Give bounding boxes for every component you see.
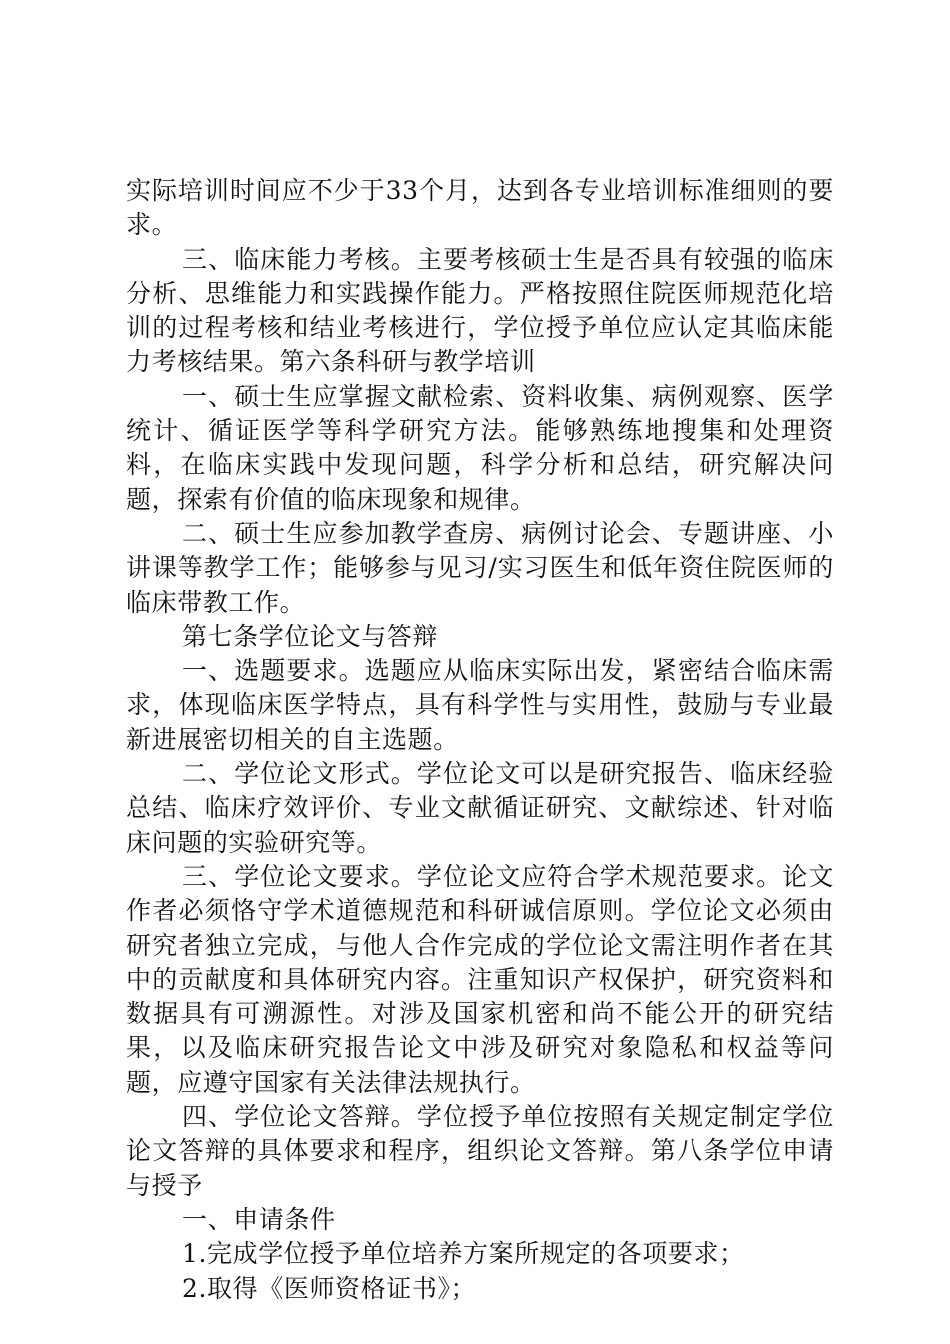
document-body xyxy=(126,174,834,1306)
paragraph-research-methods: 一、硕士生应掌握文献检索、资料收集、病例观察、医学统计、循证医学等科学研究方法。能够熟练地搜集和处理资料，在临床实践中发现问题，科学分析和总结，研究解决问题，探索有价值的临床现象和规律。 xyxy=(126,381,834,514)
paragraph-thesis-defense: 四、学位论文答辩。学位授予单位按照有关规定制定学位论文答辩的具体要求和程序，组织论文答辩。第八条学位申请与授予 xyxy=(126,1102,834,1200)
paragraph-teaching-work: 二、硕士生应参加教学查房、病例讨论会、专题讲座、小讲课等教学工作；能够参与见习/实习医生和低年资住院医师的临床带教工作。 xyxy=(126,518,834,617)
paragraph-training-time: 实际培训时间应不少于33个月，达到各专业培训标准细则的要求。 xyxy=(126,176,834,240)
article-seven-heading: 第七条学位论文与答辩 xyxy=(182,621,439,651)
paragraph-topic-selection: 一、选题要求。选题应从临床实际出发，紧密结合临床需求，体现临床医学特点，具有科学性与实用性，鼓励与专业最新进展密切相关的自主选题。 xyxy=(126,656,834,754)
paragraph-application-conditions: 一、申请条件 xyxy=(182,1204,336,1234)
list-item-condition-2: 2.取得《医师资格证书》； xyxy=(182,1273,477,1303)
paragraph-thesis-requirements: 三、学位论文要求。学位论文应符合学术规范要求。论文作者必须恪守学术道德规范和科研诚信原则。学位论文必须由研究者独立完成，与他人合作完成的学位论文需注明作者在其中的贡献度和具体研究内容。注重知识产权保护，研究资料和数据具有可溯源性。对涉及国家机密和尚不能公开的研究结果，以及临床研究报告论文中涉及研究对象隐私和权益等问题，应遵守国家有关法律法规执行。 xyxy=(126,861,834,1097)
list-item-condition-1: 1.完成学位授予单位培养方案所规定的各项要求； xyxy=(182,1239,745,1269)
paragraph-thesis-form: 二、学位论文形式。学位论文可以是研究报告、临床经验总结、临床疗效评价、专业文献循证研究、文献综述、针对临床问题的实验研究等。 xyxy=(126,759,834,857)
paragraph-clinical-assessment: 三、临床能力考核。主要考核硕士生是否具有较强的临床分析、思维能力和实践操作能力。严格按照住院医师规范化培训的过程考核和结业考核进行，学位授予单位应认定其临床能力考核结果。第六条科研与教学培训 xyxy=(126,244,834,377)
